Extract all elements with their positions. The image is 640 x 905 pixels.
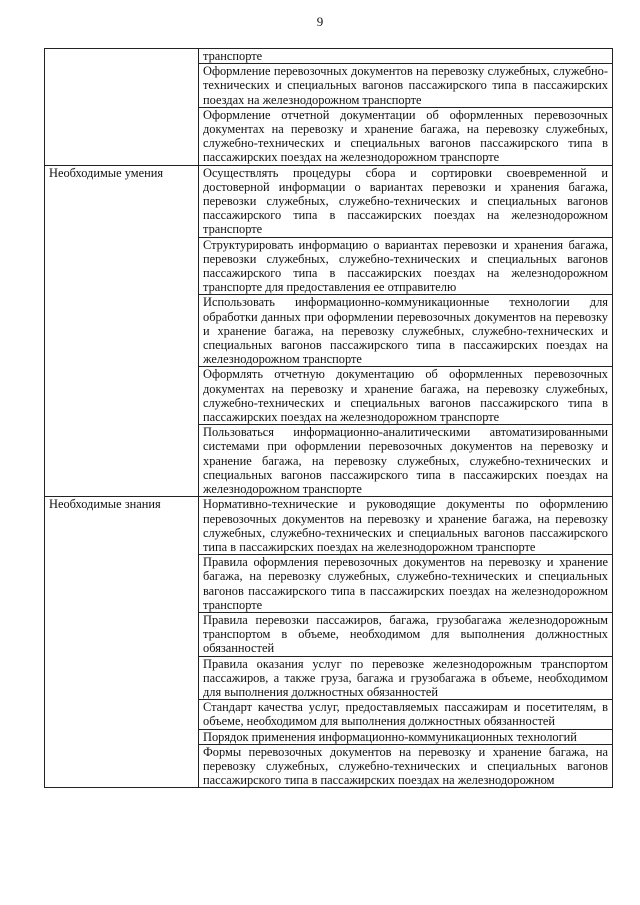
table-cell: Оформление перевозочных документов на перевозку служебных, служебно-технических и специальных вагонов пассажирского типа в пассажирских поездах на железнодорожном транспорте (199, 64, 613, 108)
table-cell: Структурировать информацию о вариантах перевозки и хранения багажа, перевозки служебных, служебно-технических и специальных вагонов пассажирского типа в пассажирских поездах на железнодорожном транспорте для предоставления ее отправителю (199, 237, 613, 295)
row-label-knowledge: Необходимые знания (45, 497, 199, 788)
competency-table (44, 48, 613, 788)
row-label-skills: Необходимые умения (45, 165, 199, 497)
table-cell: Правила оформления перевозочных документов на перевозку и хранение багажа, на перевозку служебных, служебно-технических и специальных вагонов пассажирского типа в пассажирских поездах на железнодорожном транспорте (199, 555, 613, 613)
table-cell: Нормативно-технические и руководящие документы по оформлению перевозочных документов на перевозку и хранение багажа, на перевозку служебных, служебно-технических и специальных вагонов пассажирского типа в пассажирских поездах на железнодорожном транспорте (199, 497, 613, 555)
table-cell: Правила перевозки пассажиров, багажа, грузобагажа железнодорожным транспортом в объеме, необходимом для выполнения должностных обязанностей (199, 612, 613, 656)
table-row (45, 165, 613, 237)
table-cell: Оформление отчетной документации об оформленных перевозочных документах на перевозку и хранение багажа, на перевозку служебных, служебно-технических и специальных вагонов пассажирского типа в пассажирских поездах на железнодорожном транспорте (199, 107, 613, 165)
row-label (45, 49, 199, 166)
table-cell: Оформлять отчетную документацию об оформленных перевозочных документах на перевозку и хранение багажа, на перевозку служебных, служебно-технических и специальных вагонов пассажирского типа в пассажирских поездах на железнодорожном транспорте (199, 367, 613, 425)
table-cell: Осуществлять процедуры сбора и сортировки своевременной и достоверной информации о вариантах перевозки и хранения багажа, перевозки служебных, служебно-технических и специальных вагонов пассажирского типа в пассажирских поездах на железнодорожном транспорте (199, 165, 613, 237)
table-row (45, 49, 613, 64)
table-cell: Пользоваться информационно-аналитическими автоматизированными системами при оформлении перевозочных документов на перевозку и хранение багажа, на перевозку служебных, служебно-технических и специальных вагонов пассажирского типа в пассажирских поездах на железнодорожном транспорте (199, 425, 613, 497)
table-cell: Формы перевозочных документов на перевозку и хранение багажа, на перевозку служебных, служебно-технических и специальных вагонов пассажирского типа в пассажирских поездах на железнодорожном (199, 744, 613, 788)
page-number: 9 (316, 14, 324, 29)
table-cell: Правила оказания услуг по перевозке железнодорожным транспортом пассажиров, а также груза, багажа и грузобагажа в объеме, необходимом для выполнения должностных обязанностей (199, 656, 613, 700)
table-row (45, 497, 613, 555)
table-cell: Использовать информационно-коммуникационные технологии для обработки данных при оформлении перевозочных документов на перевозку и хранение багажа, на перевозку служебных, служебно-технических и специальных вагонов пассажирского типа в пассажирских поездах на железнодорожном транспорте (199, 295, 613, 367)
table-cell: Стандарт качества услуг, предоставляемых пассажирам и посетителям, в объеме, необходимом для выполнения должностных обязанностей (199, 700, 613, 729)
table-cell: Порядок применения информационно-коммуникационных технологий (199, 729, 613, 744)
table-cell: транспорте (199, 49, 613, 64)
